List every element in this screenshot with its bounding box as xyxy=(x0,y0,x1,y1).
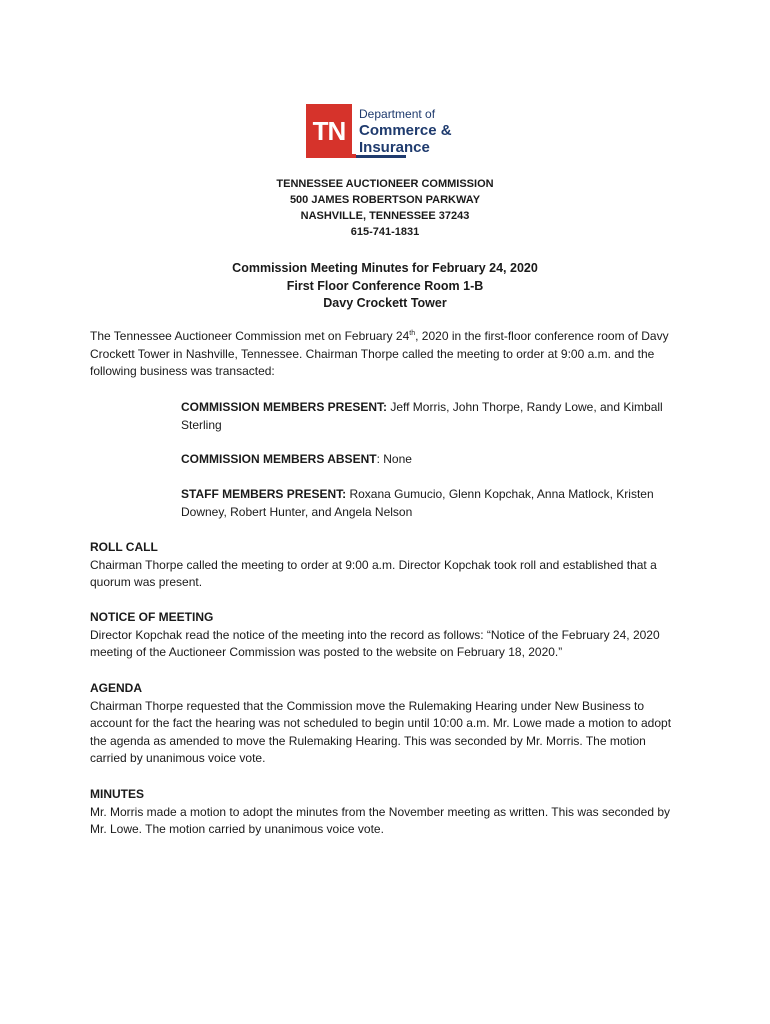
logo-tn-mark: TN xyxy=(306,104,352,158)
address-block xyxy=(0,176,770,240)
section-text: Chairman Thorpe called the meeting to order at 9:00 a.m. Director Kopchak took roll and established that a quorum was present. xyxy=(90,557,657,589)
section-heading: ROLL CALL xyxy=(90,540,158,554)
section-text: Chairman Thorpe requested that the Commission move the Rulemaking Hearing under New Business to account for the fact the hearing was not scheduled to begin until 10:00 a.m. Mr. Lowe made a motion to adopt the agenda as amended to move the Rulemaking Hearing. This was seconded by Mr. Morris. The motion carried by unanimous voice vote. xyxy=(90,698,672,765)
logo-line-department: Department of xyxy=(359,107,436,121)
phone-number: 615-741-1831 xyxy=(350,226,420,238)
staff-present-names: Roxana Gumucio, Glenn Kopchak, Anna Matlock, Kristen Downey, Robert Hunter, and Angela Nelson xyxy=(181,487,654,519)
section-agenda xyxy=(90,680,680,768)
intro-superscript: th xyxy=(409,330,416,337)
members-absent-label: COMMISSION MEMBERS ABSENT xyxy=(181,452,377,466)
section-heading: AGENDA xyxy=(90,681,143,695)
logo-line-insurance: Insurance xyxy=(359,139,430,156)
intro-text-start: The Tennessee Auctioneer Commission met on February 24 xyxy=(90,329,410,343)
tn-commerce-insurance-logo xyxy=(306,104,466,162)
section-roll-call xyxy=(90,539,680,592)
org-name: TENNESSEE AUCTIONEER COMMISSION xyxy=(276,178,494,190)
section-heading: MINUTES xyxy=(90,787,144,801)
section-minutes xyxy=(90,786,680,839)
members-present xyxy=(181,399,681,434)
section-text: Director Kopchak read the notice of the meeting into the record as follows: “Notice of the February 24, 2020 meeting of the Auctioneer Commission was posted to the website on February 18, 2020.” xyxy=(90,627,660,659)
members-present-label: COMMISSION MEMBERS PRESENT: xyxy=(181,400,388,414)
logo-line-commerce: Commerce & xyxy=(359,122,452,139)
section-notice-of-meeting xyxy=(90,609,680,662)
intro-text-end: , 2020 in the first-floor conference room of Davy Crockett Tower in Nashville, Tennessee. Chairman Thorpe called the meeting to order at 9:00 a.m. and the following business was transacted: xyxy=(90,329,669,378)
members-absent-value: : None xyxy=(376,452,412,466)
meeting-building: Davy Crockett Tower xyxy=(323,296,447,310)
members-absent xyxy=(181,451,681,469)
section-text: Mr. Morris made a motion to adopt the minutes from the November meeting as written. This was seconded by Mr. Lowe. The motion carried by unanimous voice vote. xyxy=(90,804,671,836)
city-state-zip: NASHVILLE, TENNESSEE 37243 xyxy=(300,210,470,222)
street-address: 500 JAMES ROBERTSON PARKWAY xyxy=(289,194,481,206)
meeting-title: Commission Meeting Minutes for February 24, 2020 xyxy=(232,261,538,275)
members-present-names: Jeff Morris, John Thorpe, Randy Lowe, and Kimball Sterling xyxy=(181,400,663,432)
section-heading: NOTICE OF MEETING xyxy=(90,610,214,624)
staff-present xyxy=(181,486,681,521)
meeting-title-block xyxy=(0,260,770,313)
intro-paragraph xyxy=(90,328,680,381)
meeting-room: First Floor Conference Room 1-B xyxy=(286,278,484,293)
staff-present-label: STAFF MEMBERS PRESENT: xyxy=(181,487,347,501)
